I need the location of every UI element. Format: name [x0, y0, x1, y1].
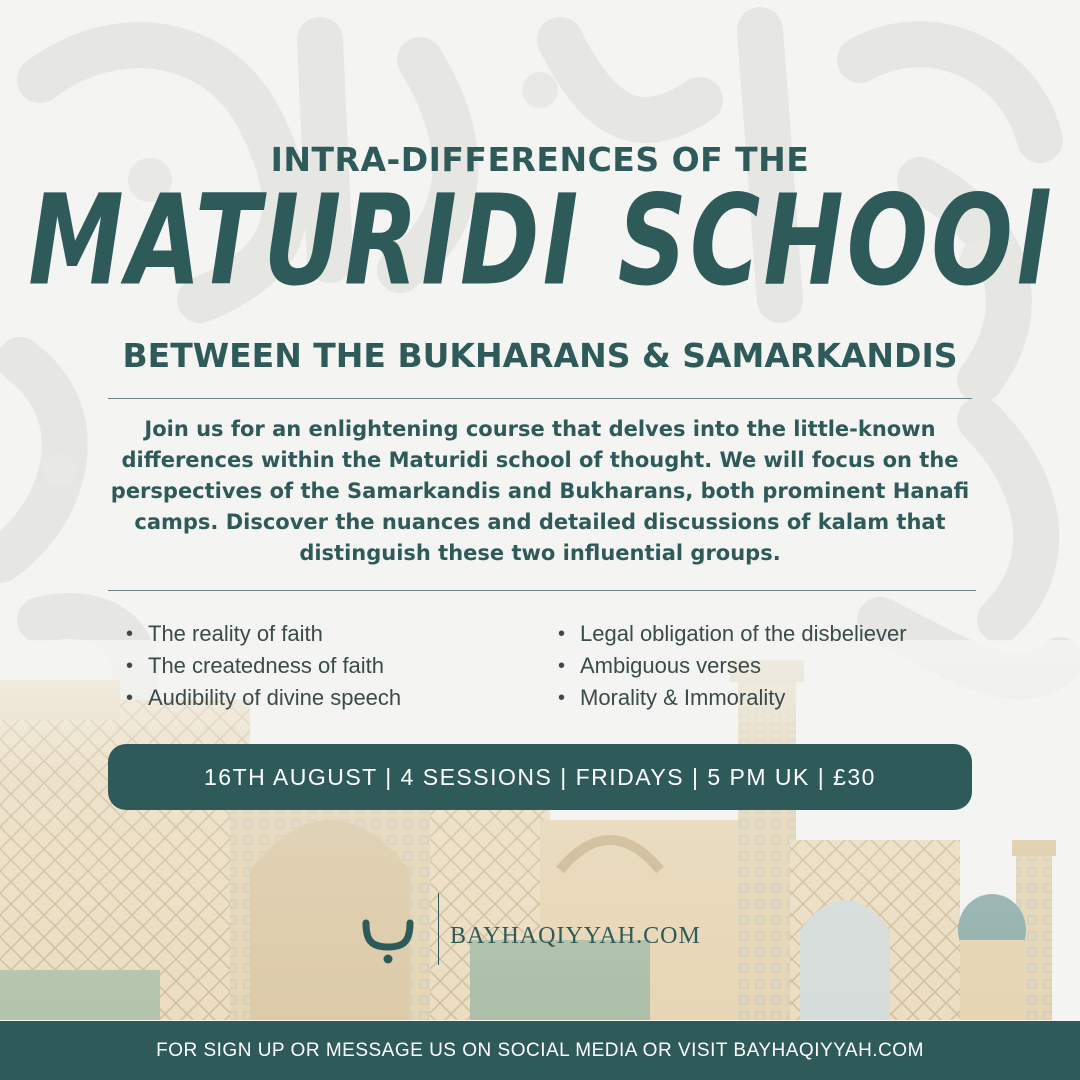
brand-website[interactable]: BAYHAQIYYAH.COM [450, 923, 701, 949]
topics-list-left [124, 618, 401, 714]
divider-bottom [108, 590, 976, 591]
topic-item: • Ambiguous verses [556, 650, 907, 682]
topic-item: • The reality of faith [124, 618, 401, 650]
divider-top [108, 398, 972, 399]
course-title: MATURIDI SCHOOl [28, 167, 1052, 314]
course-info-bar: 16TH AUGUST | 4 SESSIONS | FRIDAYS | 5 PM UK | £30 [108, 744, 972, 810]
topic-item: • The createdness of faith [124, 650, 401, 682]
topics-list-right [556, 618, 907, 714]
brand-divider [438, 893, 439, 965]
arabic-letter-ba-icon [362, 905, 414, 965]
course-kicker: INTRA-DIFFERENCES OF THE [270, 140, 810, 179]
footer-cta[interactable]: FOR SIGN UP OR MESSAGE US ON SOCIAL MEDIA OR VISIT BAYHAQIYYAH.COM [0, 1021, 1080, 1080]
course-subtitle: BETWEEN THE BUKHARANS & SAMARKANDIS [122, 336, 958, 375]
topic-item: • Audibility of divine speech [124, 682, 401, 714]
topic-item: • Morality & Immorality [556, 682, 907, 714]
course-description: Join us for an enlightening course that delves into the little-known differences within the Maturidi school of thought. We will focus on the perspectives of the Samarkandis and Bukharans, both prominent Hanafi camps. Discover the nuances and detailed discussions of kalam that distinguish these two influential groups. [110, 417, 970, 565]
topic-item: • Legal obligation of the disbeliever [556, 618, 907, 650]
